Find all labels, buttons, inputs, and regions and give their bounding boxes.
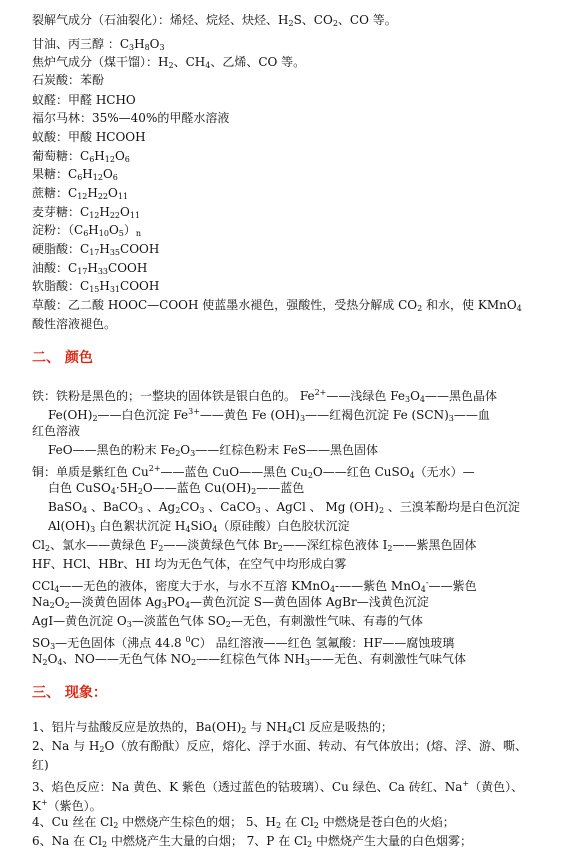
subscript: 2 [101,840,108,849]
subscript: 12 [104,155,115,164]
text-line: 油酸：$C_{17}H_{33}COOH$ [32,261,148,276]
text-line: HF、HCl、HBr、HI 均为无色气体，在空气中均形成白雾 [32,557,347,571]
subscript: 2 [241,726,247,735]
subscript: 2 [307,840,313,849]
text-line: 2、Na 与 $H_2O$（放有酚酞）反应，熔化、浮于水面、转动、有气体放出；(熔、浮、游、嘶、 [32,739,528,754]
text-line: 1、铝片与盐酸反应是放热的，$Ba(OH)_2$ 与 $NH_4Cl$ 反应是吸热的； [32,720,393,735]
text-line: 蚁醛：甲醛 HCHO [32,93,136,107]
text-line: 白色 $CuSO_4\cdot 5H_2O——$蓝色 $Cu(OH)_2——$蓝色 [48,481,305,496]
subscript: 2 [276,821,282,830]
subscript: 2 [158,544,164,553]
subscript: 2 [137,487,143,496]
subscript: 3 [159,43,165,52]
subscript: 5 [118,229,124,238]
text-line: $SO_3—$无色固体（沸点 44.8 $^0$C） 品红溶液——红色 氢氟酸：HF——腐蚀玻璃 [32,635,455,651]
subscript: 3 [300,414,306,423]
text-line: $N_2O_4$、NO——无色气体 $NO_2——$红棕色气体 $NH_3——$无色、有刺激性气味气体 [32,652,467,667]
subscript: 4 [419,395,426,404]
subscript: 12 [92,173,103,182]
text-line: 硬脂酸：$C_{17}H_{35}COOH$ [32,242,160,257]
subscript: 2 [307,471,313,480]
text-line: 软脂酸：$C_{15}H_{31}COOH$ [32,279,160,294]
text-line: $Al(OH)_3$ 白色絮状沉淀 $H_4SiO_4$（原硅酸）白色胶状沉淀 [48,519,350,534]
subscript: 3 [50,642,56,651]
subscript: 2 [288,19,294,28]
text-line: 果糖：$C_6H_{12}O_6$ [32,167,118,182]
subscript: 3 [90,525,96,534]
subscript: 4 [54,585,60,594]
subscript: 22 [97,192,109,201]
subscript: 2 [332,19,338,28]
text-line: 4、Cu 丝在 $Cl_2$ 中燃烧产生棕色的烟； 5、$H_2$ 在 $Cl_2$ 中燃烧是苍白色的火焰； [32,815,455,830]
text-line: K+（紫色）。 [32,798,102,813]
subscript: 17 [89,248,100,257]
subscript: 4 [516,304,522,313]
subscript: 2 [175,449,181,458]
superscript: 0 [185,635,191,644]
subscript: 3 [129,43,135,52]
subscript: 2 [251,487,257,496]
text-line: 福尔马林：35%—40%的甲醛水溶液 [32,111,230,125]
section-heading: 三、 现象： [32,685,107,701]
subscript: 6 [89,155,95,164]
subscript: 4 [212,525,218,534]
text-line: 裂解气成分（石油裂化）：烯烃、烷烃、炔烃、$H_2S$、$CO_2$、CO 等。 [32,13,397,28]
subscript: 2 [113,821,119,830]
text-line: 麦芽糖：$C_{12}H_{22}O_{11}$ [32,205,141,220]
subscript: 2 [168,61,174,70]
text-line: 甘油、丙三醇 ：$C_3H_8O_3$ [32,37,165,52]
subscript: 2 [277,544,283,553]
subscript: 4 [205,61,211,70]
subscript: 3 [255,506,261,515]
subscript: 4 [184,601,190,610]
subscript: 12 [89,211,100,220]
text-line: BaSO$_4$ 、BaCO$_3$ 、$Ag_2CO_3$ 、CaCO$_3$ 、AgCl 、 Mg $(OH)_2$ 、三溴苯酚均是白色沉淀 [48,500,520,515]
subscript: 11 [117,192,129,201]
text-line: 铁：铁粉是黑色的；一整块的固体铁是银白色的。 $Fe^{2+}——$浅绿色 $Fe_3O_4——$黑色晶体 [32,388,498,404]
text-line: 6、Na 在 $Cl_2$ 中燃烧产生大量的白烟； 7、P 在 $Cl_2$ 中燃烧产生大量的白色烟雾； [32,834,472,849]
subscript: 2 [191,658,197,667]
section-heading: 二、 颜色 [32,350,93,366]
text-line: 蔗糖：$C_{12}H_{22}O_{11}$ [32,186,129,201]
text-line: 焦炉气成分（煤干馏）：$H_2$、$CH_4$、乙烯、CO 等。 [32,55,306,70]
subscript: 35 [109,248,121,257]
subscript: 3 [199,506,205,515]
superscript: + [462,779,470,788]
subscript: 10 [98,229,109,238]
subscript: 2 [387,544,393,553]
subscript: 15 [89,285,100,294]
text-line: CCl$_4$——无色的液体，密度大于水，与水不互溶 KMnO$_4$-——紫色 MnO$_4$-——紫色 [32,578,477,594]
text-line: 石炭酸：苯酚 [32,73,105,87]
superscript: 3+ [188,407,200,416]
subscript: 4 [286,726,293,735]
subscript: 33 [97,267,109,276]
subscript: 3 [304,658,310,667]
subscript: 6 [124,155,130,164]
superscript: 2+ [314,388,327,397]
subscript: 17 [77,267,88,276]
subscript: 2 [45,544,51,553]
subscript: 11 [129,211,141,220]
text-line: AgI—黄色沉淀 $O_3—$淡蓝色气体 $SO_2—$无色，有刺激性气味、有毒的气体 [32,614,423,629]
text-line: 葡萄糖：$C_6H_{12}O_6$ [32,149,130,164]
subscript: 4 [329,585,336,594]
text-line: $Fe(OH)_2——$白色沉淀 $Fe^{3+}——$黄色 Fe $(OH)_3——$红褐色沉淀 Fe $(SCN)_3——$血 [48,407,490,423]
text-line: 酸性溶液褪色。 [32,317,117,331]
text-line: $Cl_2$、氯水——黄绿色 $F_2——$淡黄绿色气体 $Br_2——$深红棕色液体 $I_2——$紫黑色固体 [32,538,477,553]
subscript: 2 [417,304,423,313]
text-line: $Na_2O_2—$淡黄色固体 $Ag_3PO_4—$黄色沉淀 S—黄色固体 AgBr—浅黄色沉淀 [32,595,429,610]
text-line: 红色溶液 [32,424,81,438]
subscript: 2 [92,414,98,423]
subscript: 4 [110,487,116,496]
subscript: 3 [137,506,144,515]
text-line: FeO——黑色的粉末 $Fe_2O_3——$红棕色粉末 FeS——黑色固体 [48,443,379,458]
subscript: 6 [112,173,118,182]
subscript: 3 [404,395,411,404]
text-line: 草酸：乙二酸 HOOC—COOH 使蓝墨水褪色，强酸性，受热分解成 $CO_2$ 和水，使 KMnO$_4$ [32,298,522,313]
subscript: 4 [57,658,63,667]
subscript: 3 [161,601,167,610]
subscript: 2 [175,506,181,515]
subscript: 2 [49,601,55,610]
text-line: 红) [32,758,49,772]
subscript: 3 [190,449,196,458]
subscript: 6 [83,229,89,238]
subscript: 6 [77,173,83,182]
subscript: 2 [313,821,319,830]
subscript: 2 [378,506,385,515]
subscript: 2 [42,658,48,667]
text-line: 铜：单质是紫红色 $Cu^{2+}——$蓝色 CuO——黑色 $Cu_2O——$红色 CuSO$_4$（无水）— [32,464,475,480]
text-line: 蚁酸：甲酸 HCOOH [32,130,146,144]
text-line: 3、焰色反应：Na 黄色、K 紫色（透过蓝色的钴玻璃）、Cu 绿色、Ca 砖红、Na+（黄色）、 [32,779,524,794]
superscript: 2+ [148,464,161,473]
subscript: 22 [109,211,121,220]
subscript: 2 [64,601,70,610]
superscript: + [40,798,48,807]
subscript: 3 [448,414,454,423]
subscript: 4 [82,506,88,515]
subscript: 4 [185,525,191,534]
text-line: 淀粉：$(C_6H_{10}O_5)_n$ [32,223,142,238]
subscript: 31 [109,285,121,294]
subscript: 2 [225,620,231,629]
subscript: 3 [126,620,132,629]
subscript: 4 [420,585,426,594]
superscript: - [425,578,429,587]
subscript: 2 [99,745,105,754]
subscript: 4 [409,471,415,480]
subscript: 8 [144,43,150,52]
subscript: n [135,229,142,238]
subscript: 12 [77,192,88,201]
